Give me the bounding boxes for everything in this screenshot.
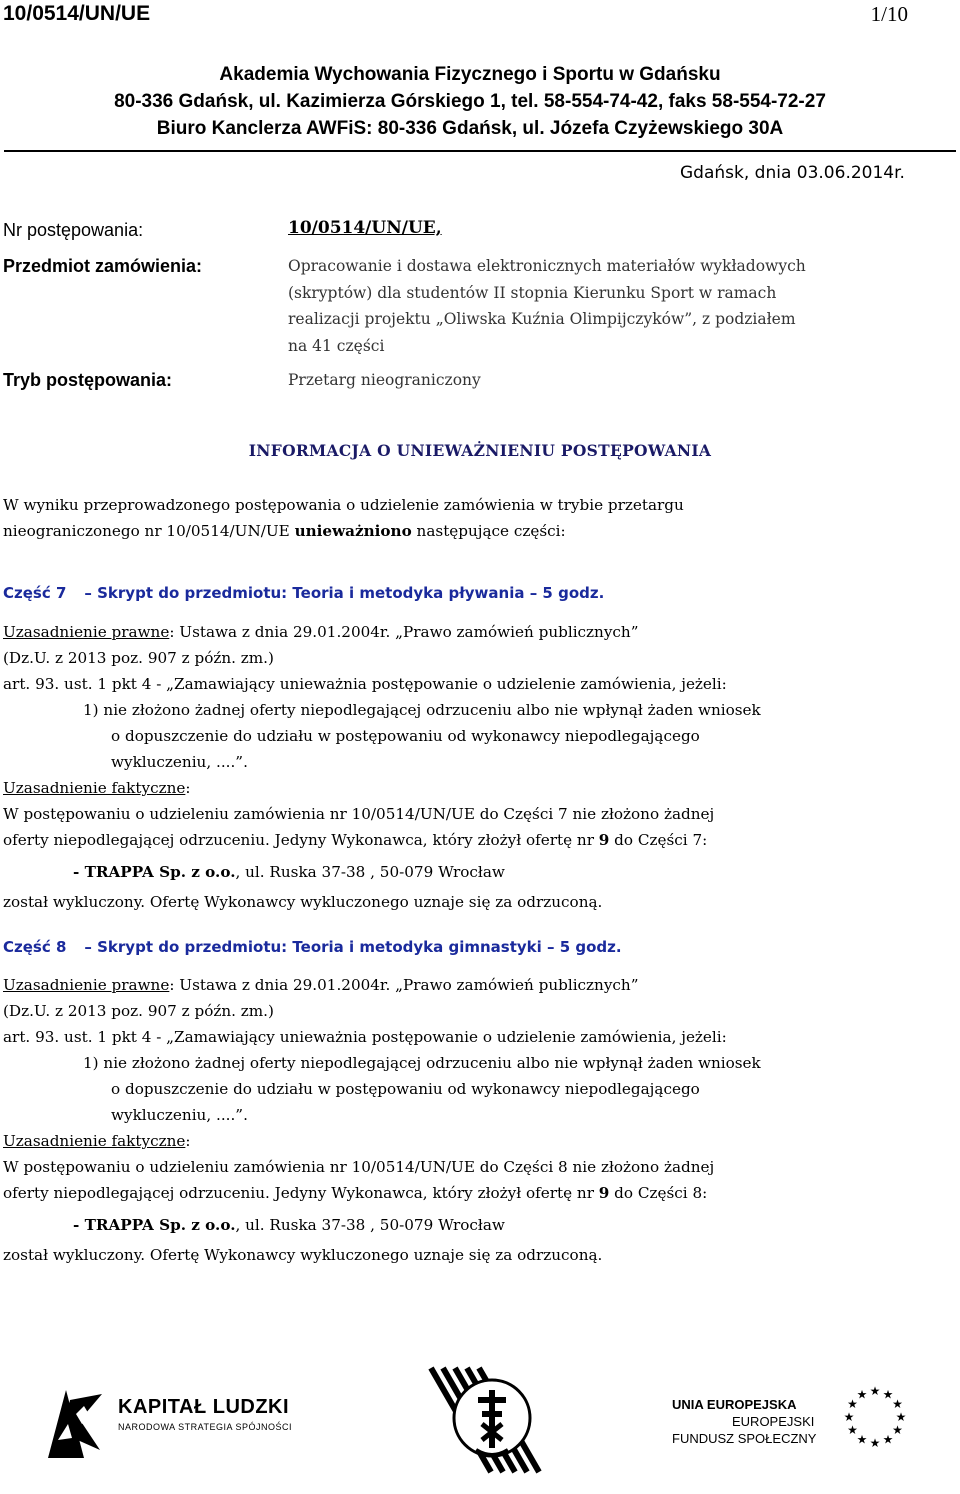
kapital-ludzki-emblem: [40, 1380, 110, 1460]
article-point-cont: wykluczeniu, ....”.: [111, 753, 248, 771]
part-7-title: Część 7 – Skrypt do przedmiotu: Teoria i metodyka pływania – 5 godz.: [3, 584, 605, 602]
factual-text: W postępowaniu o udzieleniu zamówienia nr 10/0514/UN/UE do Części 8 nie złożono żadnej: [3, 1158, 715, 1176]
procedure-number-label: Nr postępowania:: [3, 220, 144, 240]
eu-star: ★: [895, 1410, 907, 1424]
header-divider: [4, 150, 956, 152]
page-number: 1/10: [870, 2, 908, 26]
awfis-seal: [412, 1340, 572, 1494]
legal-basis-ref: (Dz.U. z 2013 poz. 907 z późn. zm.): [3, 649, 274, 667]
factual-text: oferty niepodlegającej odrzuceniu. Jedyny Wykonawca, który złożył ofertę nr 9 do Części 8:: [3, 1184, 708, 1202]
factual-basis-label: Uzasadnienie faktyczne:: [3, 779, 191, 797]
article-text: art. 93. ust. 1 pkt 4 - „Zamawiający unieważnia postępowanie o udzielenie zamówienia, jeżeli:: [3, 675, 727, 693]
document-date: Gdańsk, dnia 03.06.2014r.: [680, 163, 905, 183]
ue-text: [672, 1396, 816, 1447]
kapital-ludzki-title: KAPITAŁ LUDZKI: [118, 1396, 290, 1418]
ue-fund-line1: EUROPEJSKI: [732, 1414, 815, 1429]
part-8-body: [3, 972, 953, 1268]
institution-office: Biuro Kanclerza AWFiS: 80-336 Gdańsk, ul. Józefa Czyżewskiego 30A: [156, 118, 784, 139]
factual-text: W postępowaniu o udzieleniu zamówienia nr 10/0514/UN/UE do Części 7 nie złożono żadnej: [3, 805, 715, 823]
intro-line: W wyniku przeprowadzonego postępowania o udzielenie zamówienia w trybie przetargu: [3, 496, 684, 514]
eu-star: ★: [869, 1436, 881, 1450]
part-7-body: [3, 619, 953, 915]
kapital-ludzki-subtitle: NARODOWA STRATEGIA SPÓJNOŚCI: [118, 1422, 293, 1432]
procedure-mode-label: Tryb postępowania:: [3, 370, 173, 390]
article-point: 1) nie złożono żadnej oferty niepodlegającej odrzuceniu albo nie wpłynął żaden wniosek: [83, 1054, 761, 1072]
eu-flag-icon: [830, 1382, 920, 1456]
factual-basis-label: Uzasadnienie faktyczne:: [3, 1132, 191, 1150]
eu-star: ★: [882, 1432, 894, 1447]
subject-line: (skryptów) dla studentów II stopnia Kierunku Sport w ramach: [288, 283, 777, 302]
bidder-entry: - TRAPPA Sp. z o.o., ul. Ruska 37-38 , 50-079 Wrocław: [73, 863, 505, 881]
eu-star: ★: [856, 1432, 868, 1447]
factual-text: oferty niepodlegającej odrzuceniu. Jedyny Wykonawca, który złożył ofertę nr 9 do Części 7:: [3, 831, 708, 849]
legal-basis-ref: (Dz.U. z 2013 poz. 907 z późn. zm.): [3, 1002, 274, 1020]
bidder-entry: - TRAPPA Sp. z o.o., ul. Ruska 37-38 , 50-079 Wrocław: [73, 1216, 505, 1234]
institution-name: Akademia Wychowania Fizycznego i Sportu w Gdańsku: [219, 64, 721, 85]
kapital-ludzki-logo: [40, 1380, 110, 1464]
eu-star: ★: [856, 1387, 868, 1402]
article-point-cont: o dopuszczenie do udziału w postępowaniu od wykonawcy niepodlegającego: [111, 727, 700, 745]
legal-basis: Uzasadnienie prawne: Ustawa z dnia 29.01.2004r. „Prawo zamówień publicznych”: [3, 623, 639, 641]
subject-value: [288, 253, 954, 359]
conclusion-text: został wykluczony. Ofertę Wykonawcy wykluczonego uznaje się za odrzuconą.: [3, 1246, 603, 1264]
institution-address: 80-336 Gdańsk, ul. Kazimierza Górskiego 1, tel. 58-554-74-42, faks 58-554-72-27: [114, 91, 826, 112]
eu-star: ★: [847, 1397, 858, 1411]
intro-line: nieograniczonego nr 10/0514/UN/UE unieważniono następujące części:: [3, 522, 566, 540]
subject-line: Opracowanie i dostawa elektronicznych materiałów wykładowych: [288, 257, 806, 275]
intro-paragraph: [3, 492, 953, 544]
conclusion-text: został wykluczony. Ofertę Wykonawcy wykluczonego uznaje się za odrzuconą.: [3, 893, 603, 911]
legal-basis: Uzasadnienie prawne: Ustawa z dnia 29.01.2004r. „Prawo zamówień publicznych”: [3, 976, 639, 994]
part-8-title: Część 8 – Skrypt do przedmiotu: Teoria i metodyka gimnastyki – 5 godz.: [3, 938, 622, 956]
footer-logos: [0, 1340, 960, 1490]
eu-star: ★: [882, 1387, 894, 1402]
ue-fund-line2: FUNDUSZ SPOŁECZNY: [672, 1431, 817, 1446]
ue-title: UNIA EUROPEJSKA: [672, 1397, 797, 1412]
subject-line: na 41 części: [288, 336, 385, 355]
article-point-cont: wykluczeniu, ....”.: [111, 1106, 248, 1124]
procedure-number-value: 10/0514/UN/UE,: [288, 218, 442, 238]
eu-star: ★: [892, 1423, 903, 1437]
article-text: art. 93. ust. 1 pkt 4 - „Zamawiający unieważnia postępowanie o udzielenie zamówienia, jeżeli:: [3, 1028, 727, 1046]
subject-line: realizacji projektu „Oliwska Kuźnia Olimpijczyków”, z podziałem: [288, 310, 796, 328]
eu-star: ★: [892, 1397, 903, 1411]
procedure-mode-value: Przetarg nieograniczony: [288, 371, 481, 389]
article-point: 1) nie złożono żadnej oferty niepodlegającej odrzuceniu albo nie wpłynął żaden wniosek: [83, 701, 761, 719]
eu-star: ★: [847, 1423, 858, 1437]
eu-star: ★: [869, 1384, 881, 1398]
document-title: INFORMACJA O UNIEWAŻNIENIU POSTĘPOWANIA: [248, 441, 712, 460]
subject-label: Przedmiot zamówienia:: [3, 256, 203, 276]
eu-star: ★: [843, 1410, 855, 1424]
article-point-cont: o dopuszczenie do udziału w postępowaniu od wykonawcy niepodlegającego: [111, 1080, 700, 1098]
document-number-header: 10/0514/UN/UE: [3, 2, 151, 25]
